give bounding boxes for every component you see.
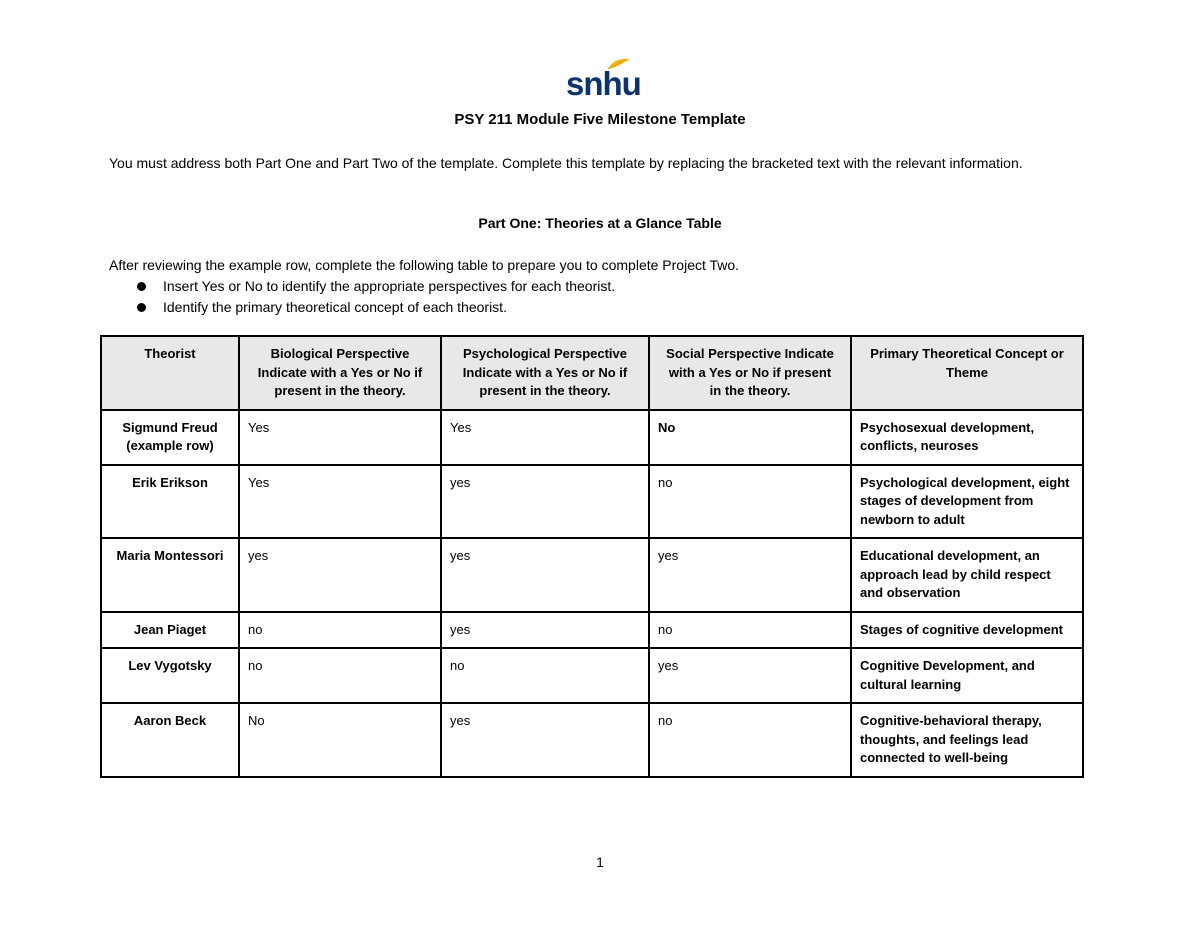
header-psychological: Psychological Perspective Indicate with a Yes or No if present in the theory. bbox=[441, 336, 649, 410]
cell-social: no bbox=[649, 465, 851, 539]
cell-concept: Psychological development, eight stages of development from newborn to adult bbox=[851, 465, 1083, 539]
cell-concept: Stages of cognitive development bbox=[851, 612, 1083, 649]
cell-concept: Cognitive-behavioral therapy, thoughts, and feelings lead connected to well-being bbox=[851, 703, 1083, 777]
header-biological: Biological Perspective Indicate with a Yes or No if present in the theory. bbox=[239, 336, 441, 410]
cell-psychological: Yes bbox=[441, 410, 649, 465]
document-title: PSY 211 Module Five Milestone Template bbox=[454, 111, 746, 128]
header-theorist: Theorist bbox=[101, 336, 239, 410]
cell-psychological: yes bbox=[441, 538, 649, 612]
snhu-logo bbox=[566, 58, 641, 102]
cell-psychological: yes bbox=[441, 465, 649, 539]
cell-social: yes bbox=[649, 538, 851, 612]
cell-theorist: Sigmund Freud (example row) bbox=[101, 410, 239, 465]
cell-biological: yes bbox=[239, 538, 441, 612]
table-row bbox=[101, 612, 1083, 649]
cell-psychological: no bbox=[441, 648, 649, 703]
cell-social: No bbox=[649, 410, 851, 465]
cell-social: yes bbox=[649, 648, 851, 703]
cell-social: no bbox=[649, 703, 851, 777]
cell-biological: no bbox=[239, 612, 441, 649]
part-one-heading: Part One: Theories at a Glance Table bbox=[478, 215, 722, 231]
list-item bbox=[109, 297, 615, 318]
list-item bbox=[109, 276, 615, 297]
cell-concept: Psychosexual development, conflicts, neuroses bbox=[851, 410, 1083, 465]
cell-theorist: Lev Vygotsky bbox=[101, 648, 239, 703]
cell-biological: No bbox=[239, 703, 441, 777]
bullet-icon bbox=[137, 282, 146, 291]
page-number: 1 bbox=[596, 854, 604, 870]
cell-theorist: Aaron Beck bbox=[101, 703, 239, 777]
cell-biological: Yes bbox=[239, 465, 441, 539]
table-header-row bbox=[101, 336, 1083, 410]
cell-theorist: Erik Erikson bbox=[101, 465, 239, 539]
cell-biological: no bbox=[239, 648, 441, 703]
table-row bbox=[101, 538, 1083, 612]
cell-concept: Educational development, an approach lead by child respect and observation bbox=[851, 538, 1083, 612]
header-concept: Primary Theoretical Concept or Theme bbox=[851, 336, 1083, 410]
header-social: Social Perspective Indicate with a Yes or No if present in the theory. bbox=[649, 336, 851, 410]
cell-social: no bbox=[649, 612, 851, 649]
intro-paragraph: You must address both Part One and Part Two of the template. Complete this template by replacing the bracketed text with the relevant information. bbox=[109, 155, 1023, 171]
cell-theorist: Jean Piaget bbox=[101, 612, 239, 649]
table-row bbox=[101, 703, 1083, 777]
bullet-text: Insert Yes or No to identify the appropriate perspectives for each theorist. bbox=[163, 278, 616, 294]
cell-psychological: yes bbox=[441, 612, 649, 649]
bullet-text: Identify the primary theoretical concept of each theorist. bbox=[163, 299, 507, 315]
logo-wordmark: snhu bbox=[566, 65, 641, 102]
instructions-list bbox=[109, 276, 615, 318]
theories-table bbox=[100, 335, 1084, 778]
table-row bbox=[101, 648, 1083, 703]
cell-psychological: yes bbox=[441, 703, 649, 777]
cell-biological: Yes bbox=[239, 410, 441, 465]
cell-theorist: Maria Montessori bbox=[101, 538, 239, 612]
instructions-text: After reviewing the example row, complete the following table to prepare you to complete Project Two. bbox=[109, 257, 740, 273]
bullet-icon bbox=[137, 303, 146, 312]
cell-concept: Cognitive Development, and cultural learning bbox=[851, 648, 1083, 703]
table-row bbox=[101, 410, 1083, 465]
table-row bbox=[101, 465, 1083, 539]
